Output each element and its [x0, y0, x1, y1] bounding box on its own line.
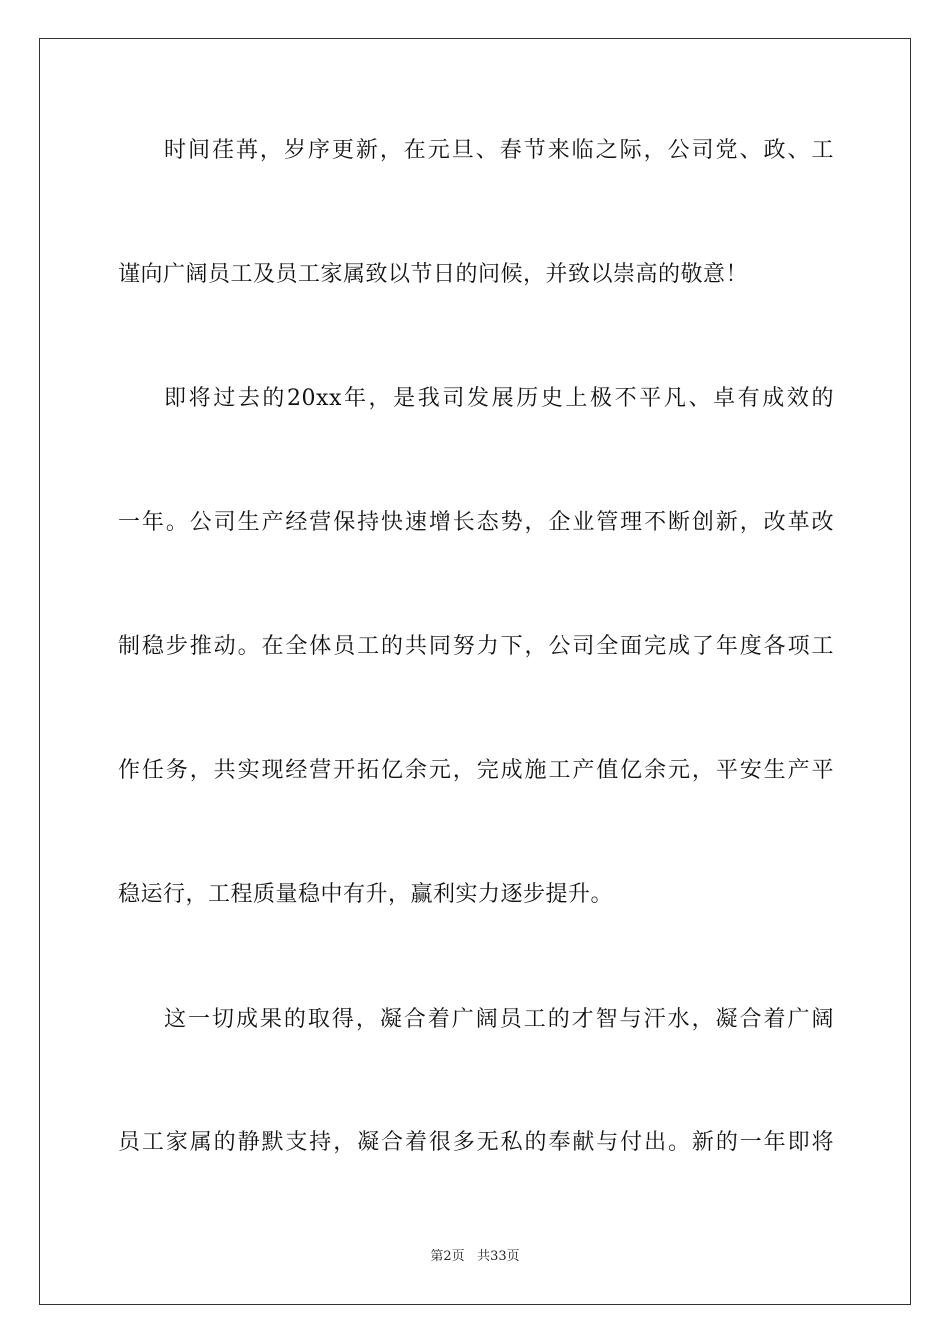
- paragraph-2-line-2: 一年。公司生产经营保持快速增长态势，企业管理不断创新，改革改: [118, 510, 834, 535]
- total-pages: 共33页: [477, 1249, 520, 1264]
- paragraph-2-line-3: 制稳步推动。在全体员工的共同努力下，公司全面完成了年度各项工: [118, 634, 834, 659]
- paragraph-2-line-1: 即将过去的20xx年，是我司发展历史上极不平凡、卓有成效的: [164, 386, 834, 411]
- paragraph-1-line-2: 谨向广阔员工及员工家属致以节日的问候，并致以崇高的敬意！: [118, 262, 749, 287]
- paragraph-1-line-1: 时间荏苒，岁序更新，在元旦、春节来临之际，公司党、政、工: [164, 138, 834, 163]
- page-number: 第2页: [430, 1249, 465, 1264]
- paragraph-2-line-5: 稳运行，工程质量稳中有升，赢利实力逐步提升。: [118, 882, 614, 907]
- page-border: [39, 38, 911, 1305]
- paragraph-3-line-2: 员工家属的静默支持，凝合着很多无私的奉献与付出。新的一年即将: [118, 1130, 834, 1155]
- page-footer: [0, 1248, 950, 1266]
- paragraph-2-line-4: 作任务，共实现经营开拓亿余元，完成施工产值亿余元，平安生产平: [118, 758, 834, 783]
- paragraph-3-line-1: 这一切成果的取得，凝合着广阔员工的才智与汗水，凝合着广阔: [164, 1007, 834, 1032]
